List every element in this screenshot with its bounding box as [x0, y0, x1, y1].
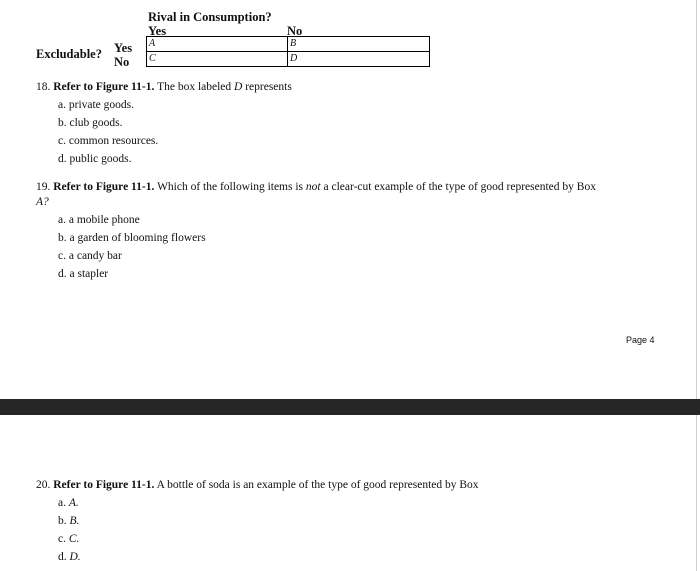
row-header-yes: Yes — [114, 41, 133, 55]
question-number: 18. — [36, 81, 51, 93]
cell-b: B — [290, 38, 297, 49]
page-separator — [0, 399, 700, 415]
row-header-no: No — [114, 55, 130, 69]
figure-grid — [146, 36, 430, 67]
answer-option-a[interactable]: a. private goods. — [58, 99, 135, 111]
question-number: 19. — [36, 181, 51, 193]
answer-options — [58, 496, 479, 565]
answer-option-d[interactable]: d. a stapler — [58, 268, 109, 280]
question-19 — [36, 180, 656, 282]
cell-c: C — [149, 53, 156, 64]
question-20-stem — [36, 478, 479, 493]
answer-option-a[interactable]: a. A. — [58, 497, 79, 509]
grid-vertical-divider — [287, 37, 288, 66]
box-label: A? — [36, 196, 49, 208]
grid-horizontal-divider — [147, 51, 429, 52]
question-text: a clear-cut example of the type of good represented by Box — [323, 181, 596, 193]
answer-option-b[interactable]: b. B. — [58, 515, 80, 527]
answer-option-c[interactable]: c. a candy bar — [58, 250, 122, 262]
answer-options — [58, 98, 292, 167]
row-header-label: Excludable? — [36, 47, 102, 61]
answer-option-c[interactable]: c. C. — [58, 533, 80, 545]
column-header-yes: Yes — [148, 24, 167, 38]
figure-reference: Refer to Figure 11-1. — [53, 81, 155, 93]
answer-option-a[interactable]: a. a mobile phone — [58, 214, 140, 226]
question-18 — [36, 80, 292, 167]
answer-option-d[interactable]: d. public goods. — [58, 153, 132, 165]
figure-reference: Refer to Figure 11-1. — [53, 181, 155, 193]
figure-reference: Refer to Figure 11-1. — [53, 479, 155, 491]
question-20 — [36, 478, 479, 565]
cell-a: A — [149, 38, 156, 49]
question-text: Which of the following items is — [157, 181, 304, 193]
column-header-no: No — [287, 24, 303, 38]
question-text: A bottle of soda is an example of the type of good represented by Box — [156, 479, 479, 491]
figure-title: Rival in Consumption? — [148, 10, 272, 24]
question-text-italic: not — [305, 181, 321, 193]
answer-options — [58, 213, 656, 282]
question-text-italic: D — [234, 81, 243, 93]
page-edge — [696, 0, 697, 399]
question-text: represents — [245, 81, 292, 93]
question-text: The box labeled — [157, 81, 232, 93]
cell-d: D — [290, 53, 298, 64]
question-18-stem — [36, 80, 292, 95]
page-number: Page 4 — [626, 335, 655, 345]
answer-option-c[interactable]: c. common resources. — [58, 135, 159, 147]
answer-option-b[interactable]: b. a garden of blooming flowers — [58, 232, 206, 244]
answer-option-d[interactable]: d. D. — [58, 551, 81, 563]
question-19-stem — [36, 180, 656, 210]
answer-option-b[interactable]: b. club goods. — [58, 117, 123, 129]
question-number: 20. — [36, 479, 51, 491]
page-edge — [696, 415, 697, 571]
